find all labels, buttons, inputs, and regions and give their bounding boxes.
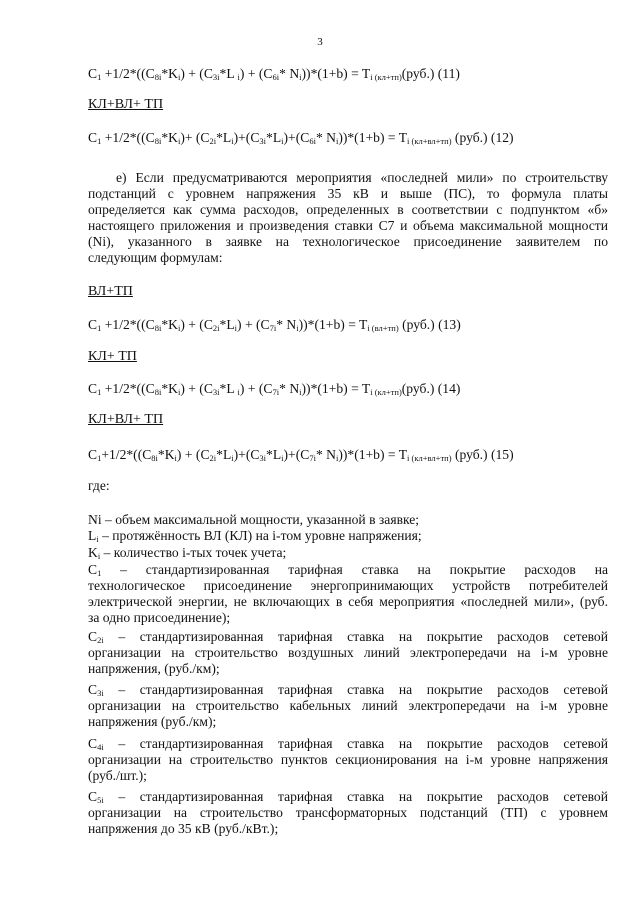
formula-14 (88, 381, 460, 397)
definition-c5i-line-2: организации на строительство трансформаторных подстанций (ТП) с уровнем (88, 805, 608, 820)
definition-c3i-line-2: организации на строительство кабельных линий электропередачи на i-м уровне (88, 698, 608, 713)
formula-subscript: 3i (259, 136, 267, 146)
formula-subscript: 7i (309, 453, 316, 463)
formula-subscript: 7i (269, 323, 277, 333)
heading-kl-vl-tp-2: КЛ+ВЛ+ ТП (88, 412, 164, 427)
definition-c1-line-2: технологическое присоединение энергопринимающих устройств потребителей (88, 578, 608, 593)
formula-subscript: i (вл+тп) (367, 323, 399, 333)
formula-subscript: 2i (209, 136, 217, 146)
formula-text: ) + (C (176, 447, 210, 462)
formula-subscript: i (237, 72, 240, 82)
formula-subscript: 2i (212, 323, 220, 333)
formula-text: *K (157, 447, 175, 462)
formula-subscript: i (281, 136, 284, 146)
formula-text: *L (216, 447, 232, 462)
formula-text: ))*(1+b) = T (301, 66, 371, 81)
formula-subscript: 1 (97, 72, 102, 82)
formula-subscript: 1 (97, 136, 102, 146)
formula-12 (88, 130, 514, 146)
formula-subscript: 8i (154, 387, 162, 397)
formula-text: *K (161, 381, 178, 396)
formula-text: +1/2*((C (101, 130, 155, 145)
formula-subscript: i (кл+тп) (370, 72, 402, 82)
formula-text: ) + (C (239, 381, 273, 396)
formula-subscript: 3i (212, 387, 220, 397)
formula-subscript: 2i (209, 453, 217, 463)
formula-subscript: 7i (272, 387, 280, 397)
definition-li: $L_i$ – протяжённость ВЛ (КЛ) на i-том уровне напряжения; (88, 528, 422, 544)
definition-ki: $K_i$ – количество i-тых точек учета; (88, 545, 287, 561)
formula-subscript: 1 (97, 453, 102, 463)
heading-kl-tp: КЛ+ ТП (88, 349, 137, 364)
formula-subscript: i (177, 387, 181, 397)
formula-text: +1/2*((C (101, 66, 155, 81)
formula-text: )+(C (233, 130, 260, 145)
definition-c3i-line-1: $C_{3i}$ – стандартизированная тарифная ставка на покрытие расходов сетевой (88, 682, 608, 698)
formula-text: *L (219, 381, 238, 396)
formula-text: (руб.) (14) (401, 381, 461, 396)
formula-text: * N (315, 130, 336, 145)
formula-subscript: i (281, 453, 284, 463)
definition-c1-line-4: за одно присоединение); (88, 610, 231, 625)
formula-subscript: 1 (97, 323, 102, 333)
formula-13 (88, 317, 461, 333)
formula-text: ))*(1+b) = T (301, 381, 371, 396)
formula-subscript: 8i (154, 72, 162, 82)
formula-subscript: i (177, 72, 181, 82)
formula-subscript: i (кл+вл+тп) (407, 453, 452, 463)
definition-c2i-line-2: организации на строительство воздушных линий электропередачи на i-м уровне (88, 645, 608, 660)
formula-subscript: i (кл+вл+тп) (407, 136, 452, 146)
paragraph-e-line-4: настоящего приложения и произведения ставки C7 и объема максимальной мощности (88, 218, 608, 233)
formula-text: ) + (C (180, 317, 213, 332)
definition-c5i-line-3: напряжения до 35 кВ (руб./кВт.); (88, 821, 279, 836)
definition-c5i-line-1: $C_{5i}$ – стандартизированная тарифная ставка на покрытие расходов сетевой (88, 789, 608, 805)
formula-subscript: i (234, 323, 238, 333)
formula-text: * N (315, 447, 336, 462)
formula-11 (88, 66, 460, 82)
formula-text: *L (266, 130, 282, 145)
definition-c2i-line-3: напряжения, (руб./км); (88, 661, 220, 676)
where-label: где: (88, 478, 110, 493)
formula-text: +1/2*((C (101, 317, 155, 332)
formula-subscript: i (кл+тп) (370, 387, 402, 397)
formula-text: ))*(1+b) = T (298, 317, 368, 332)
formula-text: ) + (C (180, 381, 213, 396)
formula-subscript: i (177, 323, 181, 333)
formula-text: ) + (C (180, 66, 213, 81)
definition-c1-line-3: электрической энергии, не включающих в себя мероприятия «последней мили», (руб. (88, 594, 608, 609)
formula-subscript: 3i (212, 72, 220, 82)
definition-c4i-line-3: (руб./шт.); (88, 768, 147, 783)
formula-text: *L (219, 317, 235, 332)
formula-text: ) + (C (237, 317, 270, 332)
formula-subscript: i (177, 136, 181, 146)
formula-text: C (88, 130, 98, 145)
formula-subscript: 3i (259, 453, 267, 463)
formula-text: *L (266, 447, 282, 462)
formula-text: *K (161, 130, 178, 145)
formula-text: C (88, 66, 98, 81)
formula-text: C (88, 317, 98, 332)
formula-subscript: i (231, 136, 234, 146)
formula-subscript: i (335, 136, 339, 146)
formula-text: +1/2*((C (101, 381, 155, 396)
formula-text: * N (279, 66, 300, 81)
formula-subscript: i (231, 453, 234, 463)
paragraph-e-line-1: е) Если предусматриваются мероприятия «последней мили» по строительству (116, 170, 608, 185)
formula-text: ))*(1+b) = T (338, 447, 408, 462)
formula-subscript: 8i (154, 136, 162, 146)
formula-text: *L (219, 66, 238, 81)
definition-c4i-line-2: организации на строительство пунктов секционирования на i-м уровне напряжения (88, 752, 608, 767)
formula-subscript: 6i (272, 72, 280, 82)
formula-text: )+(C (233, 447, 260, 462)
formula-subscript: 8i (151, 453, 158, 463)
formula-text: )+ (C (180, 130, 210, 145)
formula-text: * N (276, 317, 297, 332)
page-number: 3 (317, 36, 323, 48)
formula-text: )+(C (283, 130, 310, 145)
formula-15 (88, 447, 514, 463)
definition-c4i-line-1: $C_{4i}$ – стандартизированная тарифная ставка на покрытие расходов сетевой (88, 736, 608, 752)
heading-kl-vl-tp-1: КЛ+ВЛ+ ТП (88, 97, 164, 112)
formula-text: * N (279, 381, 300, 396)
formula-text: ) + (C (239, 66, 273, 81)
formula-subscript: i (296, 323, 299, 333)
paragraph-e-line-3: определяется как сумма расходов, определенных в соответствии с подпунктом «б» (88, 202, 608, 217)
definition-c2i-line-1: $C_{2i}$ – стандартизированная тарифная ставка на покрытие расходов сетевой (88, 629, 608, 645)
formula-text: *L (216, 130, 232, 145)
formula-text: +1/2*((C (101, 447, 152, 462)
formula-subscript: i (299, 387, 302, 397)
formula-text: (руб.) (13) (398, 317, 461, 332)
formula-subscript: i (335, 453, 339, 463)
formula-subscript: 1 (97, 387, 102, 397)
formula-text: (руб.) (11) (401, 66, 460, 81)
formula-text: C (88, 381, 98, 396)
formula-text: )+(C (283, 447, 310, 462)
formula-subscript: i (237, 387, 240, 397)
formula-text: *K (161, 317, 178, 332)
formula-subscript: 6i (309, 136, 316, 146)
definition-c3i-line-3: напряжения (руб./км); (88, 714, 217, 729)
paragraph-e-line-5: (Ni), указанного в заявке на технологическое присоединение заявителем по (88, 234, 608, 249)
formula-text: (руб.) (15) (451, 447, 514, 462)
formula-subscript: i (299, 72, 302, 82)
paragraph-e-line-6: следующим формулам: (88, 250, 223, 265)
definition-ni: Ni – объем максимальной мощности, указанной в заявке; (88, 512, 420, 527)
formula-text: C (88, 447, 98, 462)
heading-vl-tp: ВЛ+ТП (88, 284, 133, 299)
formula-text: *K (161, 66, 178, 81)
formula-text: (руб.) (12) (451, 130, 514, 145)
formula-text: ))*(1+b) = T (338, 130, 408, 145)
formula-subscript: i (174, 453, 177, 463)
definition-c1-line-1: $C_1$ – стандартизированная тарифная ставка на покрытие расходов на (88, 562, 608, 578)
paragraph-e-line-2: подстанций с уровнем напряжения 35 кВ и выше (ПС), то формула платы (88, 186, 608, 201)
formula-subscript: 8i (154, 323, 162, 333)
